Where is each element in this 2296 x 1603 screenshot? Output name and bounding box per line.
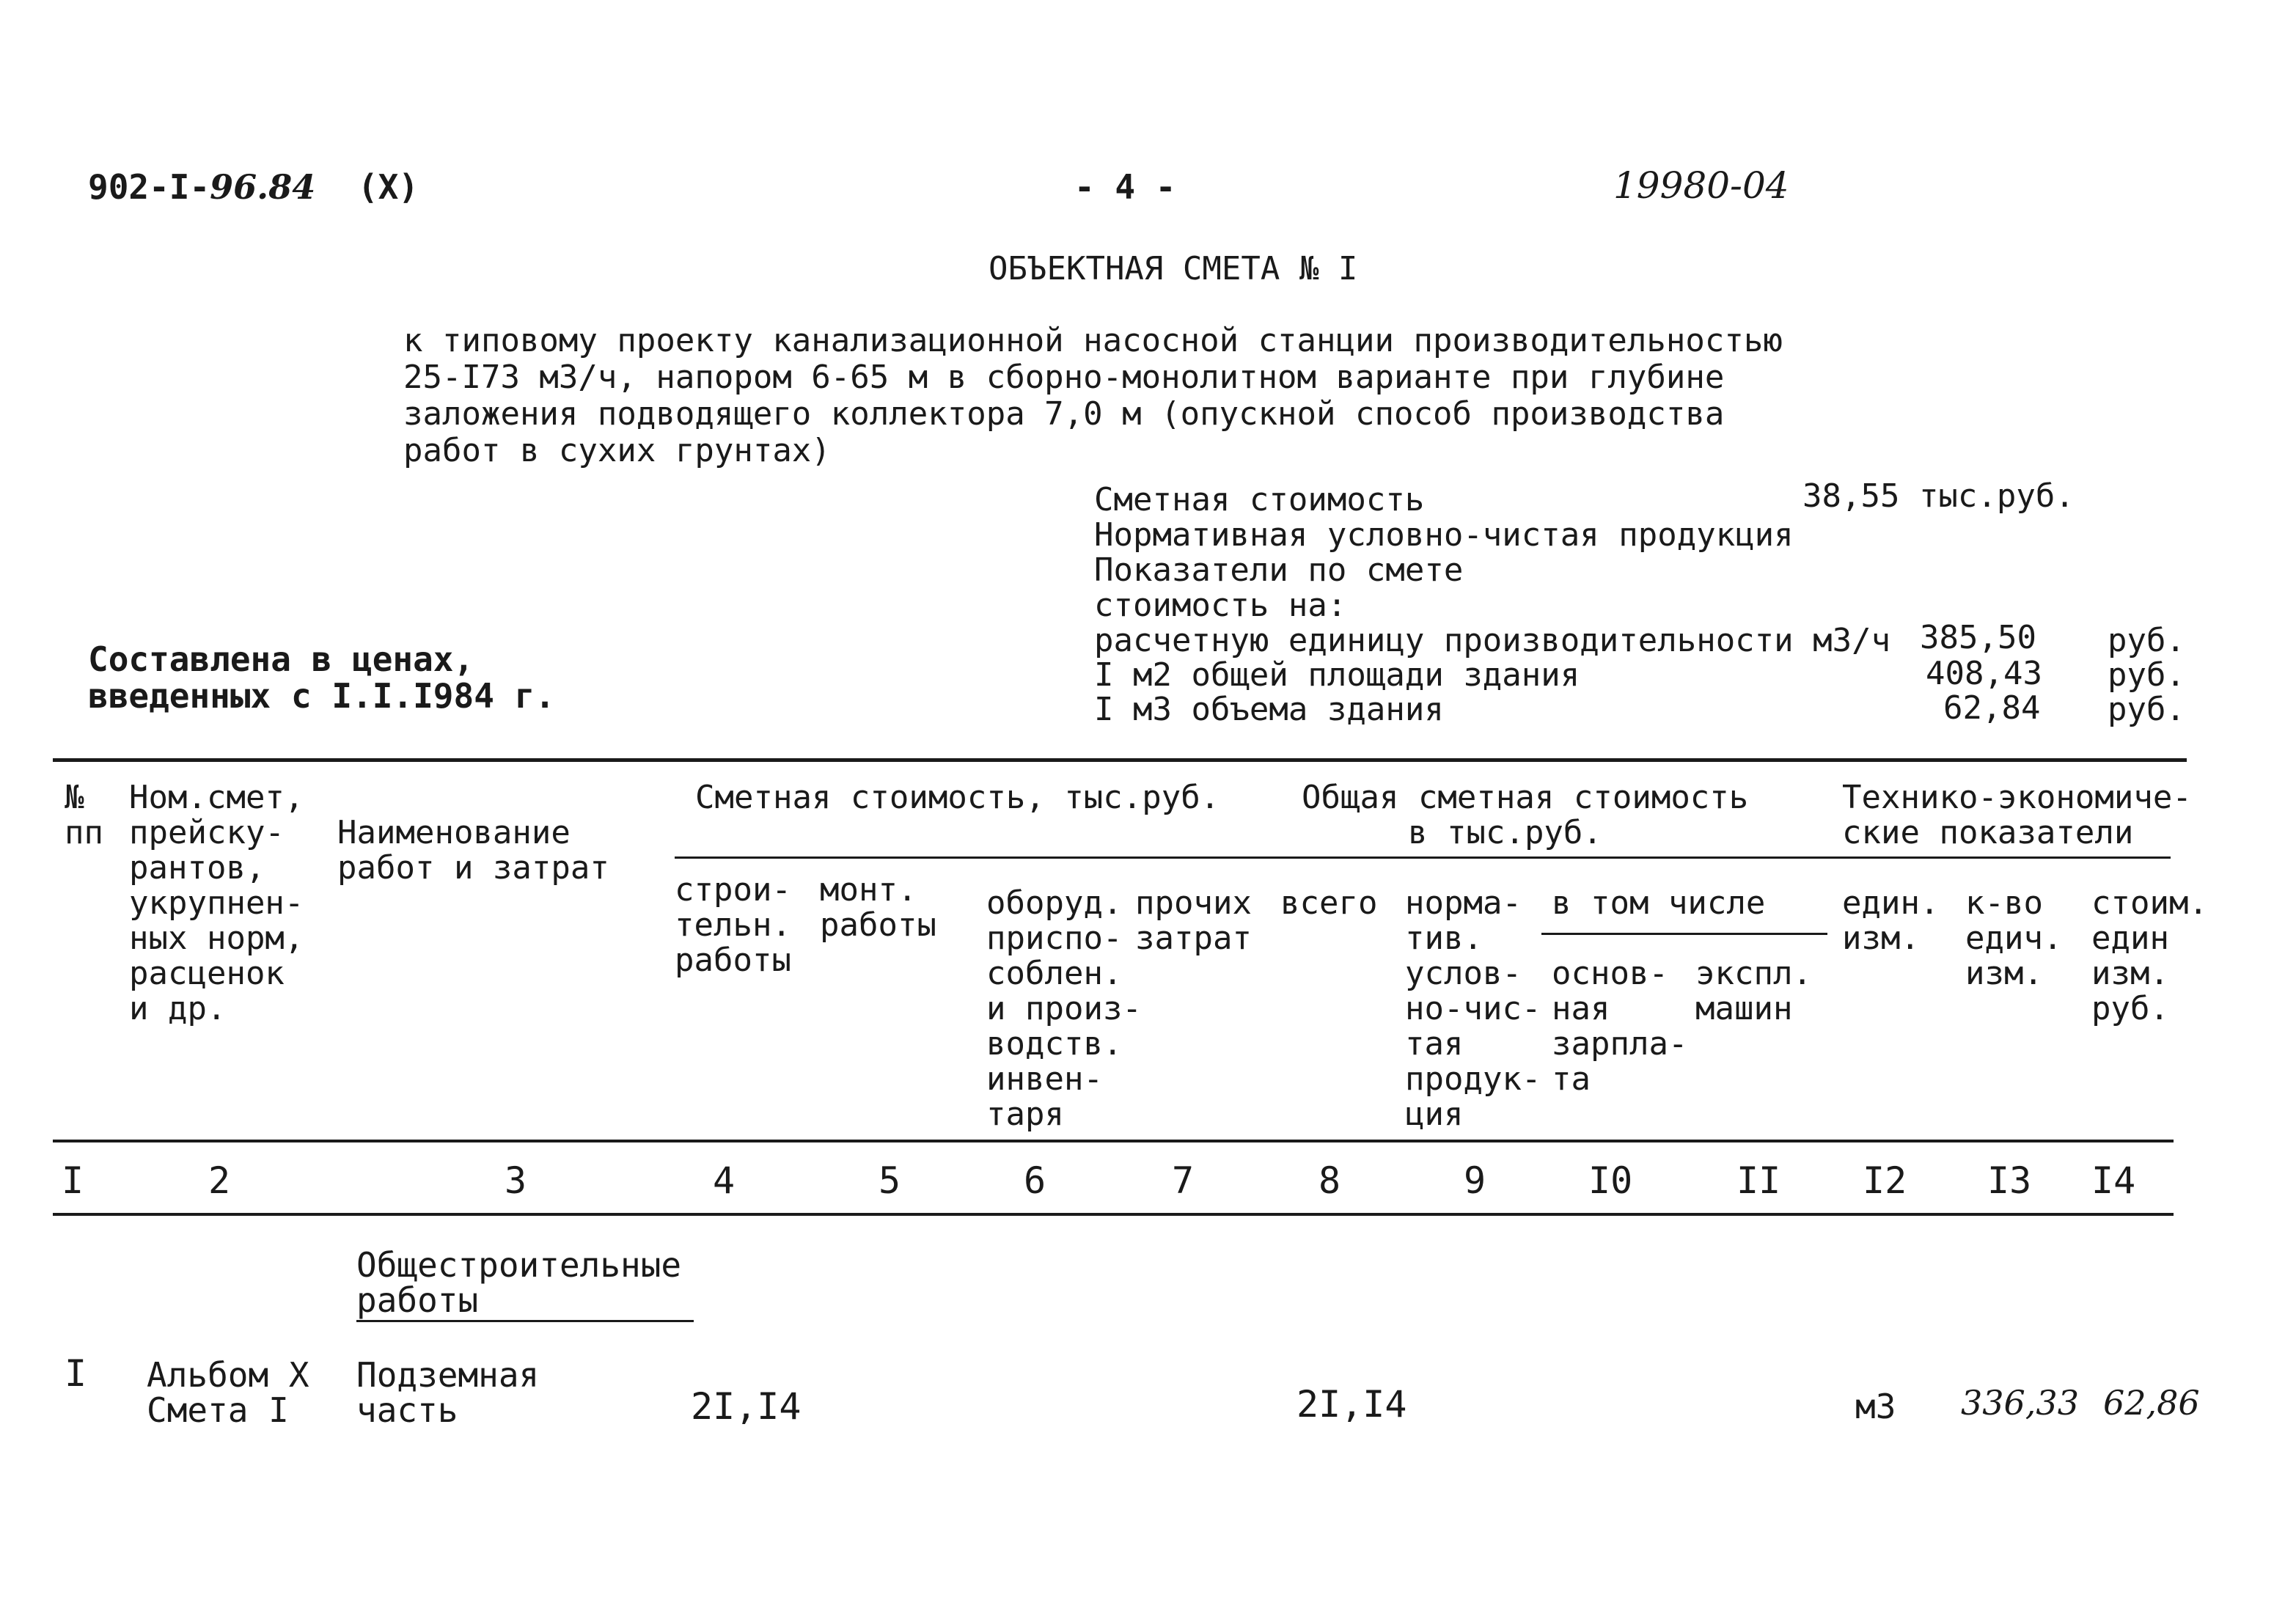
row-unit-cost: 62,86 xyxy=(2103,1383,2200,1423)
building-volume-value: 62,84 xyxy=(1943,689,2041,727)
row-quantity: 336,33 xyxy=(1961,1383,2079,1423)
row-construction-cost: 2I,I4 xyxy=(691,1385,802,1428)
document-code-handwritten: 96.84 xyxy=(210,167,316,207)
floor-area-value: 408,43 xyxy=(1926,655,2042,692)
page-number: - 4 - xyxy=(1074,167,1176,207)
floor-area-label: I м2 общей площади здания xyxy=(1094,656,1580,694)
unit-capacity-label: расчетную единицу производительности м3/ч xyxy=(1094,622,1891,659)
floor-area-currency: руб. xyxy=(2108,656,2185,694)
row-number: I xyxy=(65,1352,87,1395)
estimated-cost-value: 38,55 тыс.руб. xyxy=(1802,477,2075,515)
unit-capacity-currency: руб. xyxy=(2108,622,2185,659)
row-work-name: Подземная xyxy=(356,1355,540,1395)
cost-per-label: стоимость на: xyxy=(1094,587,1347,624)
row-unit: м3 xyxy=(1855,1387,1896,1426)
group-cost-header: Сметная стоимость, тыс.руб. xyxy=(695,779,1220,816)
header-bottom-rule xyxy=(53,1140,2174,1142)
building-volume-currency: руб. xyxy=(2108,691,2185,728)
document-code-suffix: (X) xyxy=(357,167,419,207)
document-title: ОБЪЕКТНАЯ СМЕТА № I xyxy=(989,250,1358,287)
document-code-prefix: 902-I- xyxy=(88,167,210,207)
column-numbers-rule xyxy=(53,1213,2174,1216)
row-reference: Альбом X xyxy=(147,1355,309,1395)
incl-rule xyxy=(1541,933,1827,935)
including-header: в том числе xyxy=(1552,884,1766,922)
table-top-rule xyxy=(53,758,2187,762)
row-total-cost: 2I,I4 xyxy=(1296,1383,1407,1426)
estimated-cost-label: Сметная стоимость xyxy=(1094,481,1425,518)
normative-product-label: Нормативная условно-чистая продукция xyxy=(1094,516,1794,554)
building-volume-label: I м3 объема здания xyxy=(1094,691,1444,728)
indicators-label: Показатели по смете xyxy=(1094,551,1464,589)
group-cost-rule xyxy=(675,856,2171,859)
unit-capacity-value: 385,50 xyxy=(1920,619,2036,656)
registration-number: 19980-04 xyxy=(1613,164,1789,207)
